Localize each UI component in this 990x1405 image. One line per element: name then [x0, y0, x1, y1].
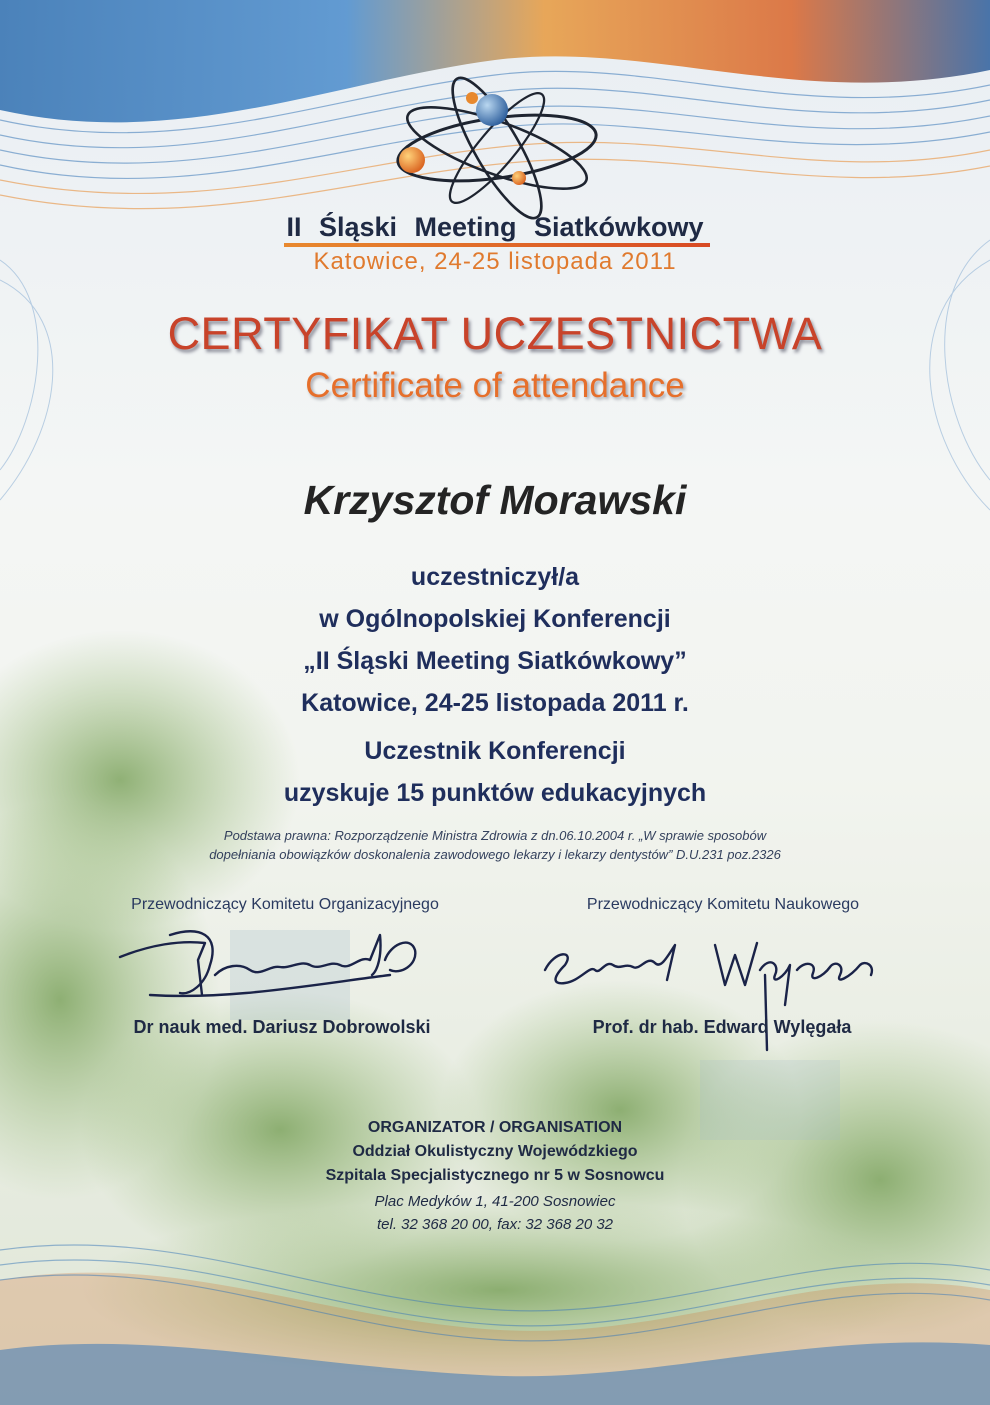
- legal-basis-line-1: Podstawa prawna: Rozporządzenie Ministra Zdrowia z dn.06.10.2004 r. „W sprawie sposobów: [223, 828, 767, 843]
- organizer-phone: tel. 32 368 20 00, fax: 32 368 20 32: [376, 1216, 614, 1233]
- event-place-date: Katowice, 24-25 listopada 2011: [313, 248, 677, 275]
- certificate-title: CERTYFIKAT UCZESTNICTWA: [167, 308, 823, 359]
- left-signatory-name: Dr nauk med. Dariusz Dobrowolski: [133, 1017, 431, 1037]
- left-signatory-role: Przewodniczący Komitetu Organizacyjnego: [131, 896, 439, 913]
- left-signature: [110, 915, 430, 1015]
- certificate-subtitle: Certificate of attendance: [305, 366, 685, 405]
- conference-date-line: Katowice, 24-25 listopada 2011 r.: [301, 689, 689, 717]
- recipient-name: Krzysztof Morawski: [303, 477, 687, 523]
- points-line-1: Uczestnik Konferencji: [364, 737, 626, 765]
- legal-basis-line-2: dopełniania obowiązków doskonalenia zawodowego lekarzy i lekarzy dentystów” D.U.231 poz.2326: [209, 847, 781, 862]
- points-line-2: uzyskuje 15 punktów edukacyjnych: [283, 779, 707, 807]
- attendance-line: uczestniczył/a: [410, 563, 580, 591]
- conference-name-line: „II Śląski Meeting Siatkówkowy”: [303, 647, 687, 675]
- organizer-heading: ORGANIZATOR / ORGANISATION: [367, 1119, 623, 1136]
- right-signatory-name: Prof. dr hab. Edward Wylęgała: [592, 1017, 852, 1037]
- organizer-address: Plac Medyków 1, 41-200 Sosnowiec: [374, 1193, 616, 1210]
- conference-line: w Ogólnopolskiej Konferencji: [319, 605, 671, 633]
- event-name: II Śląski Meeting Siatkówkowy: [286, 212, 704, 242]
- organizer-line-2: Szpitala Specjalistycznego nr 5 w Sosnowcu: [325, 1167, 665, 1184]
- right-signatory-role: Przewodniczący Komitetu Naukowego: [586, 896, 860, 913]
- event-name-underline: [284, 243, 710, 247]
- right-signature: [535, 915, 895, 1065]
- organizer-line-1: Oddział Okulistyczny Wojewódzkiego: [352, 1143, 638, 1160]
